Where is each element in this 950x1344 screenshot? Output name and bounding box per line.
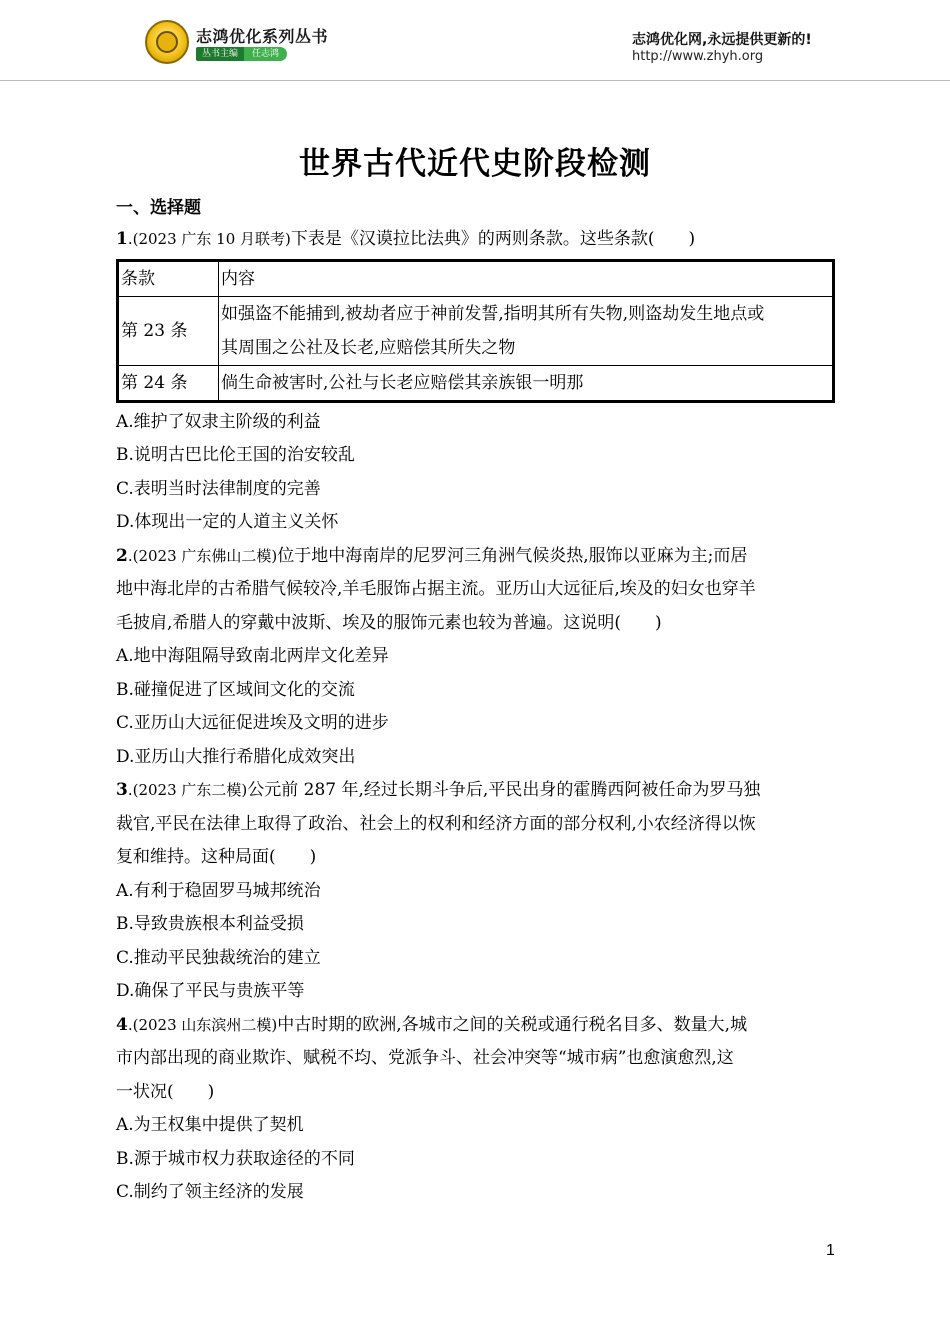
brand-title: 志鸿优化系列丛书 <box>196 27 329 46</box>
stem-line: 毛披肩,希腊人的穿戴中波斯、埃及的服饰元素也较为普遍。这说明( ) <box>116 612 662 633</box>
question-source: .(2023 广东二模) <box>127 781 248 799</box>
page-header <box>0 0 950 82</box>
brand-logo-icon <box>145 20 189 64</box>
stem-line: 下表是《汉谟拉比法典》的两则条款。这些条款( ) <box>290 229 696 249</box>
document-title: 世界古代近代史阶段检测 <box>299 146 651 182</box>
section-heading: 一、选择题 <box>116 198 201 218</box>
document-body <box>116 193 838 1210</box>
cell-line: 其周围之公社及长老,应赔偿其所失之物 <box>221 337 516 358</box>
table-cell-label: 第 24 条 <box>118 365 219 401</box>
stem-line: 裁官,平民在法律上取得了政治、社会上的权利和经济方面的部分权利,小农经济得以恢 <box>116 813 756 834</box>
stem-line: 位于地中海南岸的尼罗河三角洲气候炎热,服饰以亚麻为主;而居 <box>277 545 748 566</box>
stem-line: 一状况( ) <box>116 1081 215 1102</box>
cell-line: 如强盗不能捕到,被劫者应于神前发誓,指明其所有失物,则盗劫发生地点或 <box>221 303 765 324</box>
question-number: 4 <box>116 1014 128 1035</box>
question-source: .(2023 广东佛山二模) <box>127 546 278 565</box>
stem-line: 复和维持。这种局面( ) <box>116 847 317 867</box>
question-source: .(2023 广东 10 月联考) <box>127 230 291 248</box>
table-cell-content <box>219 365 834 401</box>
table-header-cell: 内容 <box>219 260 834 296</box>
question-2 <box>116 540 838 775</box>
question-number: 2 <box>116 545 128 566</box>
question-source: .(2023 山东滨州二模) <box>127 1015 278 1034</box>
stem-line: 地中海北岸的古希腊气候较冷,羊毛服饰占据主流。亚历山大远征后,埃及的妇女也穿羊 <box>116 579 756 599</box>
question-3 <box>116 774 838 1009</box>
option-b: B.碰撞促进了区域间文化的交流 <box>116 679 355 700</box>
law-table <box>116 259 835 403</box>
site-slogan: 志鸿优化网,永远提供更新的! <box>632 32 812 48</box>
stem-line: 市内部出现的商业欺诈、赋税不均、党派争斗、社会冲突等“城市病”也愈演愈烈,这 <box>116 1048 734 1068</box>
option-d: D.亚历山大推行希腊化成效突出 <box>116 746 356 767</box>
question-1 <box>116 223 838 540</box>
option-d: D.确保了平民与贵族平等 <box>116 981 305 1001</box>
option-c: C.推动平民独裁统治的建立 <box>116 947 321 968</box>
table-row <box>118 365 834 401</box>
badge-label: 丛书主编 <box>196 47 244 61</box>
option-c: C.制约了领主经济的发展 <box>116 1182 304 1202</box>
question-number: 1 <box>116 229 128 249</box>
question-number: 3 <box>116 780 128 800</box>
table-cell-label: 第 23 条 <box>118 296 219 365</box>
badge-editor-name: 任志鸿 <box>244 47 287 61</box>
option-b: B.说明古巴比伦王国的治安较乱 <box>116 445 355 465</box>
option-d: D.体现出一定的人道主义关怀 <box>116 512 339 532</box>
table-cell-content <box>219 296 834 365</box>
question-stem <box>116 540 838 574</box>
question-stem <box>116 1009 838 1043</box>
option-c: C.亚历山大远征促进埃及文明的进步 <box>116 713 389 733</box>
table-header-row <box>118 260 834 296</box>
option-c: C.表明当时法律制度的完善 <box>116 478 321 499</box>
table-row <box>118 296 834 365</box>
question-stem <box>116 774 838 808</box>
option-a: A.维护了奴隶主阶级的利益 <box>116 411 321 432</box>
option-b: B.源于城市权力获取途径的不同 <box>116 1148 355 1169</box>
option-a: A.为王权集中提供了契机 <box>116 1115 304 1135</box>
option-a: A.地中海阻隔导致南北两岸文化差异 <box>116 646 389 666</box>
option-b: B.导致贵族根本利益受损 <box>116 914 304 934</box>
site-url: http://www.zhyh.org <box>632 49 764 64</box>
header-divider <box>0 80 950 81</box>
cell-line: 倘生命被害时,公社与长老应赔偿其亲族银一明那 <box>221 372 584 393</box>
table-header-cell: 条款 <box>118 260 219 296</box>
page-number: 1 <box>826 1242 835 1259</box>
editor-badge <box>196 47 287 61</box>
stem-line: 中古时期的欧洲,各城市之间的关税或通行税名目多、数量大,城 <box>277 1014 748 1035</box>
stem-line: 公元前 287 年,经过长期斗争后,平民出身的霍腾西阿被任命为罗马独 <box>247 780 761 800</box>
question-stem <box>116 223 838 257</box>
question-4 <box>116 1009 838 1210</box>
option-a: A.有利于稳固罗马城邦统治 <box>116 880 321 901</box>
